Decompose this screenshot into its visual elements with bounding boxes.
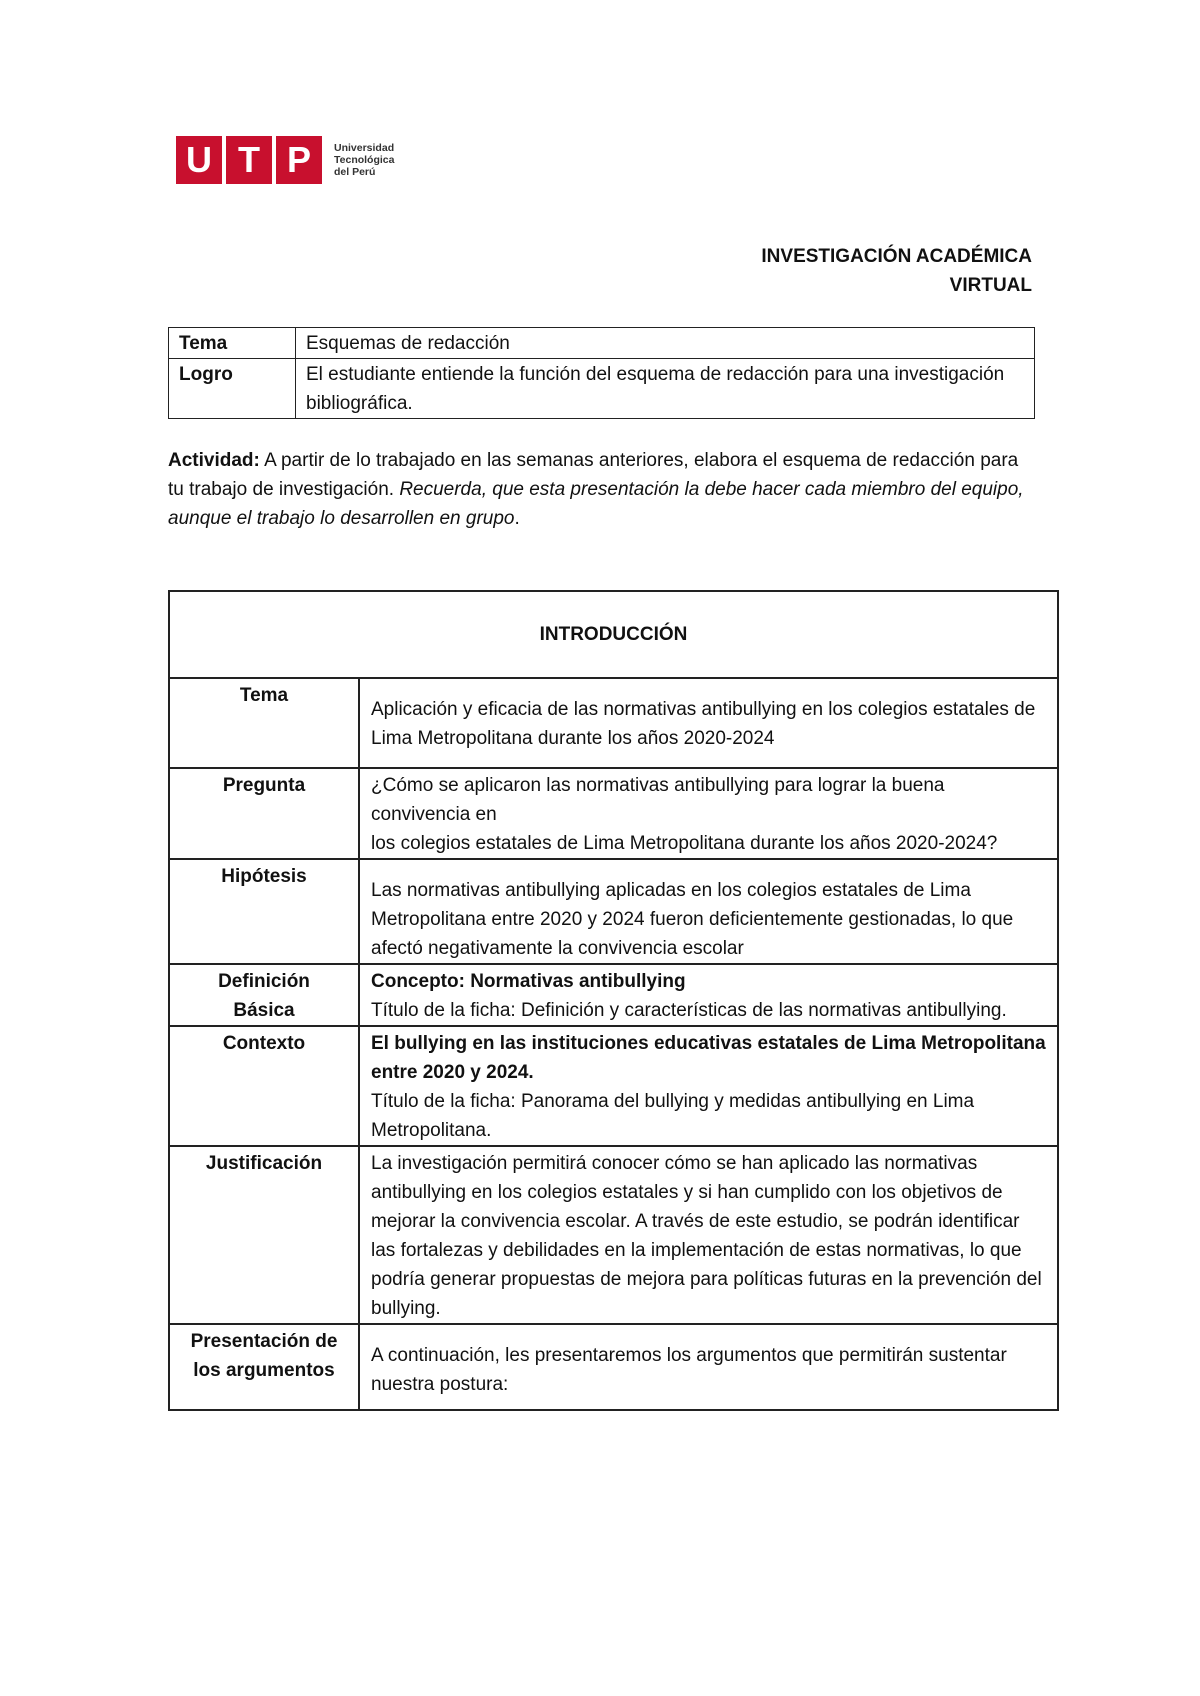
definicion-value (359, 964, 1058, 1026)
tema-value: Aplicación y eficacia de las normativas antibullying en los colegios estatales de Lima Metropolitana durante los años 2020-2024 (359, 678, 1058, 768)
logo-text-line-3: del Perú (334, 166, 376, 178)
argumentos-label: Presentación de los argumentos (169, 1324, 359, 1410)
activity-paragraph (168, 446, 1038, 533)
logo-letter-t: T (226, 136, 272, 184)
logo-letter-p: P (276, 136, 322, 184)
row-hipotesis (169, 859, 1058, 964)
hipotesis-label: Hipótesis (169, 859, 359, 964)
definicion-label-line-1: Definición (218, 971, 310, 992)
info-table (168, 327, 1035, 419)
info-row-logro (169, 359, 1035, 419)
activity-italic-text: Recuerda, que esta presentación la debe hacer cada miembro del equipo, aunque el trabajo lo desarrollen en grupo (168, 479, 1024, 529)
info-tema-value: Esquemas de redacción (296, 328, 1035, 359)
document-title-line-2: VIRTUAL (949, 275, 1032, 296)
pregunta-label: Pregunta (169, 768, 359, 859)
row-definicion (169, 964, 1058, 1026)
logo-text-line-1: Universidad (334, 142, 395, 154)
definicion-ficha: Título de la ficha: Definición y características de las normativas antibullying. (371, 1000, 1007, 1021)
row-pregunta (169, 768, 1058, 859)
row-tema (169, 678, 1058, 768)
introduction-header-row (169, 591, 1058, 678)
info-logro-label: Logro (169, 359, 296, 419)
document-title (761, 242, 1032, 300)
definicion-label (169, 964, 359, 1026)
introduction-table (168, 590, 1059, 1411)
contexto-value (359, 1026, 1058, 1146)
definicion-concepto: Concepto: Normativas antibullying (371, 971, 686, 992)
argumentos-value: A continuación, les presentaremos los argumentos que permitirán sustentar nuestra postura: (359, 1324, 1058, 1410)
info-tema-label: Tema (169, 328, 296, 359)
justificacion-label: Justificación (169, 1146, 359, 1324)
logo-letter-u: U (176, 136, 222, 184)
hipotesis-value: Las normativas antibullying aplicadas en los colegios estatales de Lima Metropolitana entre 2020 y 2024 fueron deficientemente gestionadas, lo que afectó negativamente la convivencia escolar (359, 859, 1058, 964)
pregunta-line-2: los colegios estatales de Lima Metropolitana durante los años 2020-2024? (371, 833, 998, 854)
contexto-label: Contexto (169, 1026, 359, 1146)
definicion-label-line-2: Básica (233, 1000, 295, 1021)
row-argumentos (169, 1324, 1058, 1410)
contexto-ficha: Título de la ficha: Panorama del bullying y medidas antibullying en Lima Metropolitana. (371, 1091, 975, 1141)
logo-text (334, 142, 394, 178)
activity-text: A partir de lo trabajado en las semanas anteriores, elabora el esquema de redacción para tu trabajo de investigación. (168, 450, 1019, 500)
introduction-header: INTRODUCCIÓN (169, 591, 1058, 678)
utp-logo (176, 136, 394, 184)
document-title-line-1: INVESTIGACIÓN ACADÉMICA (761, 246, 1032, 267)
info-row-tema (169, 328, 1035, 359)
activity-end: . (514, 508, 520, 529)
row-justificacion (169, 1146, 1058, 1324)
tema-label: Tema (169, 678, 359, 768)
pregunta-value (359, 768, 1058, 859)
contexto-bold-text: El bullying en las instituciones educativas estatales de Lima Metropolitana entre 2020 y 2024. (371, 1033, 1046, 1083)
activity-label: Actividad: (168, 450, 260, 471)
justificacion-value: La investigación permitirá conocer cómo se han aplicado las normativas antibullying en los colegios estatales y si han cumplido con los objetivos de mejorar la convivencia escolar. A través de este estudio, se podrán identificar las fortalezas y debilidades en la implementación de estas normativas, lo que podría generar propuestas de mejora para políticas futuras en la prevención del bullying. (359, 1146, 1058, 1324)
row-contexto (169, 1026, 1058, 1146)
pregunta-line-1: ¿Cómo se aplicaron las normativas antibullying para lograr la buena convivencia en (371, 775, 945, 825)
info-logro-value: El estudiante entiende la función del esquema de redacción para una investigación bibliográfica. (296, 359, 1035, 419)
logo-text-line-2: Tecnológica (334, 154, 395, 166)
